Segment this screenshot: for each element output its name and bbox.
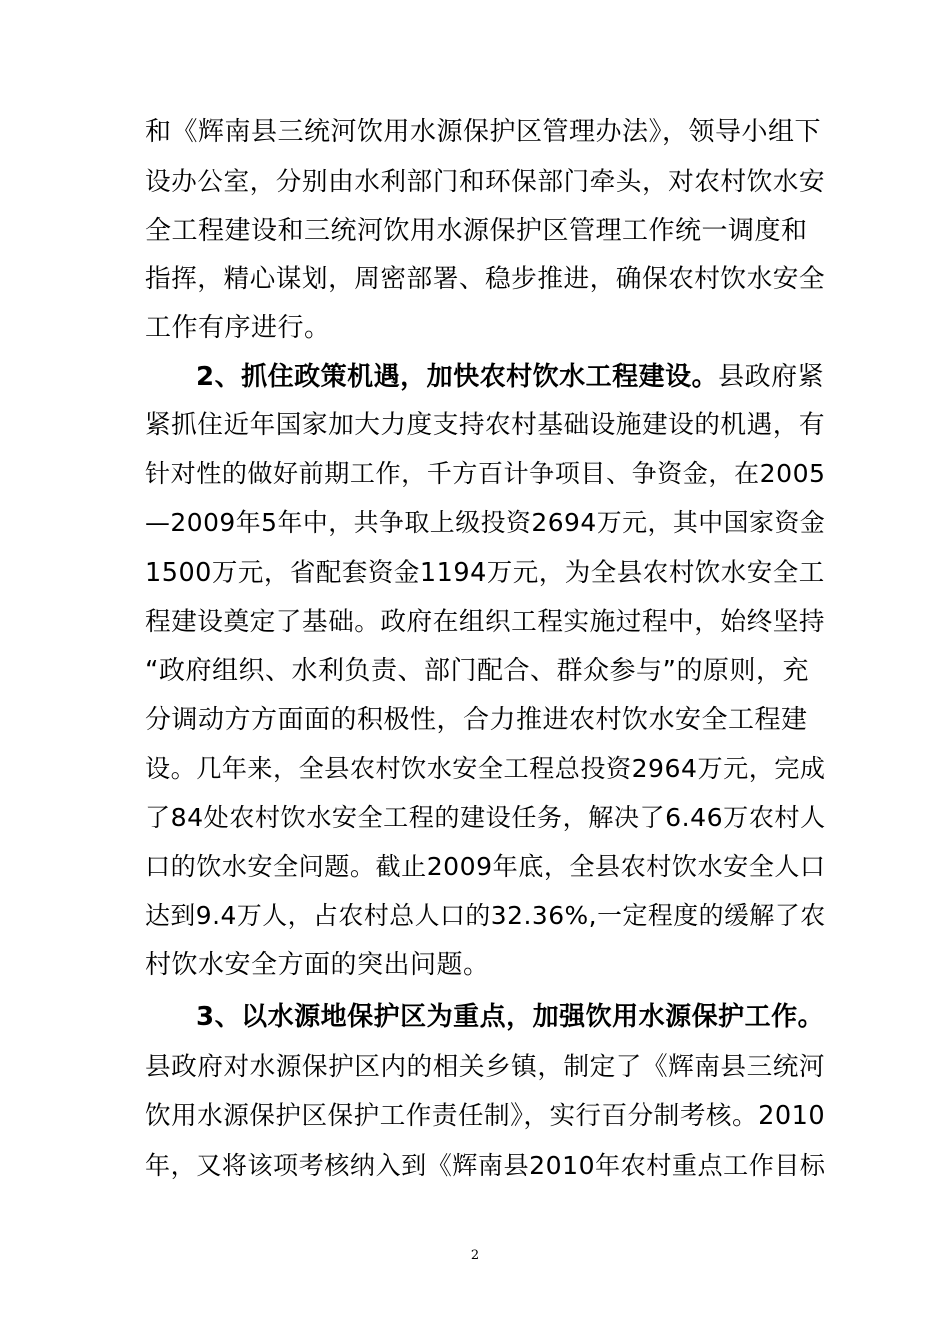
body-text-line: 1500万元，省配套资金1194万元，为全县农村饮水安全工: [145, 558, 825, 588]
body-text-line: —2009年5年中，共争取上级投资2694万元，其中国家资金: [145, 508, 826, 537]
body-text-line: 达到9.4万人，占农村总人口的32.36%,一定程度的缓解了农: [145, 901, 826, 930]
body-text-line: 口的饮水安全问题。截止2009年底，全县农村饮水安全人口: [145, 852, 826, 881]
body-text-line: 年，又将该项考核纳入到《辉南县2010年农村重点工作目标: [145, 1151, 826, 1180]
page-number: 2: [470, 1248, 480, 1263]
body-text-line: 饮用水源保护区保护工作责任制》，实行百分制考核。2010: [145, 1101, 826, 1131]
section-2-first-line: [196, 352, 825, 402]
body-text-line: 和《辉南县三统河饮用水源保护区管理办法》，领导小组下: [145, 117, 822, 147]
body-text-line: 紧抓住近年国家加大力度支持农村基础设施建设的机遇，有: [145, 410, 826, 440]
body-text-line: 了84处农村饮水安全工程的建设任务，解决了6.46万农村人: [145, 803, 826, 832]
body-text-line: 针对性的做好前期工作，千方百计争项目、争资金，在2005: [145, 459, 826, 488]
body-text-line: 设。几年来，全县农村饮水安全工程总投资2964万元，完成: [145, 754, 826, 783]
body-text-line: 程建设奠定了基础。政府在组织工程实施过程中，始终坚持: [145, 607, 826, 637]
section-2-heading-continuation: 县政府紧: [718, 362, 825, 392]
body-text-line: 全工程建设和三统河饮用水源保护区管理工作统一调度和: [145, 216, 808, 246]
body-text-line: 指挥，精心谋划，周密部署、稳步推进，确保农村饮水安全: [145, 264, 826, 294]
body-text-line: 分调动方方面面的积极性，合力推进农村饮水安全工程建: [145, 705, 808, 735]
body-text-line: 村饮水安全方面的突出问题。: [145, 950, 490, 980]
body-text-line: “政府组织、水利负责、部门配合、群众参与”的原则，充: [145, 656, 809, 686]
body-text-line: 县政府对水源保护区内的相关乡镇，制定了《辉南县三统河: [145, 1052, 826, 1082]
body-text-line: 工作有序进行。: [145, 313, 331, 343]
body-text-line: 设办公室，分别由水利部门和环保部门牵头，对农村饮水安: [145, 167, 826, 197]
section-3-heading: 3、以水源地保护区为重点，加强饮用水源保护工作。: [196, 1002, 825, 1032]
section-2-heading: 2、抓住政策机遇，加快农村饮水工程建设。: [196, 362, 719, 392]
